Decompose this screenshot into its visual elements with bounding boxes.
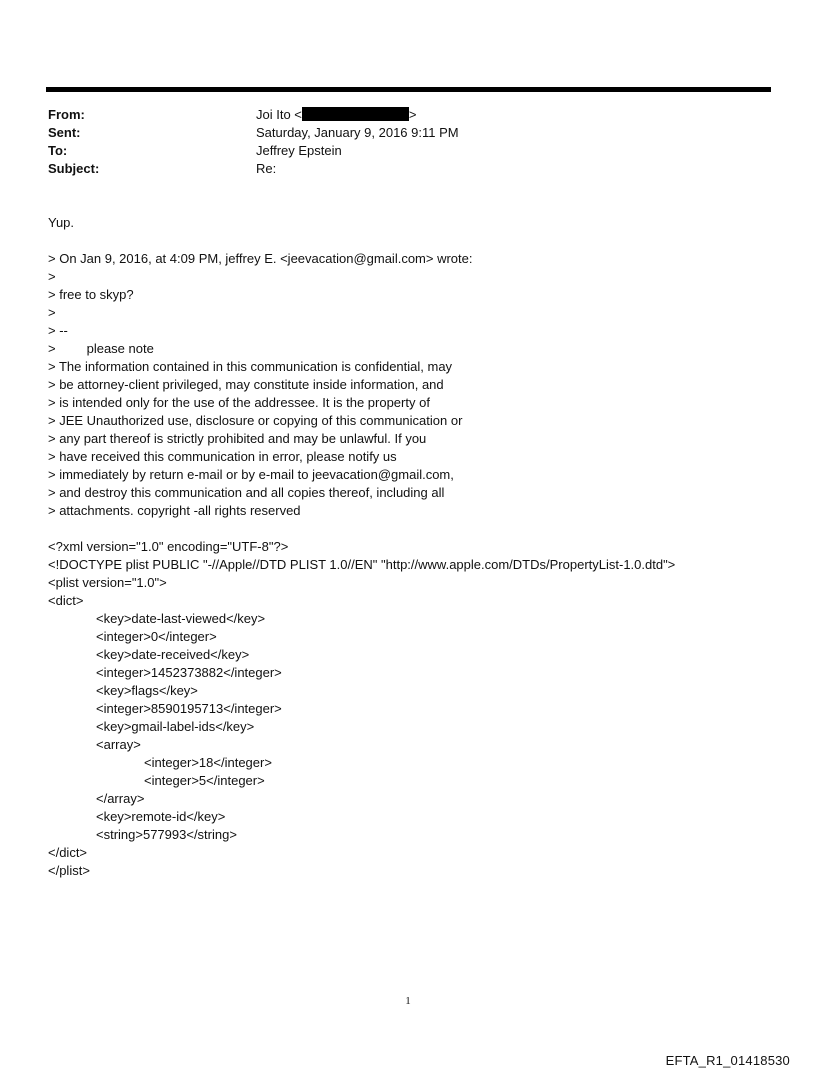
plist-line: <integer>1452373882</integer>: [96, 665, 282, 680]
from-value: [256, 106, 416, 124]
to-row: [48, 142, 748, 160]
quote-line: > On Jan 9, 2016, at 4:09 PM, jeffrey E. <jeevacation@gmail.com> wrote:: [48, 251, 473, 266]
subject-row: [48, 160, 748, 178]
quoted-message: [48, 250, 788, 520]
to-value: Jeffrey Epstein: [256, 143, 342, 158]
email-body: [48, 214, 788, 880]
quote-line: >: [48, 269, 56, 284]
sent-label: Sent:: [48, 125, 81, 140]
from-label: From:: [48, 107, 85, 122]
quote-line: >: [48, 305, 56, 320]
plist-line: <key>flags</key>: [96, 683, 198, 698]
sent-value: Saturday, January 9, 2016 9:11 PM: [256, 125, 459, 140]
plist-line: <integer>8590195713</integer>: [96, 701, 282, 716]
quote-line: > The information contained in this communication is confidential, may: [48, 359, 453, 374]
quote-line: > --: [48, 323, 68, 338]
quote-line: [48, 340, 788, 358]
quote-line: > JEE Unauthorized use, disclosure or copying of this communication or: [48, 413, 463, 428]
plist-line: <string>577993</string>: [96, 827, 237, 842]
plist-line: </plist>: [48, 863, 90, 878]
plist-line: </array>: [96, 791, 145, 806]
quote-line: > attachments. copyright -all rights reserved: [48, 503, 301, 518]
from-row: [48, 106, 748, 124]
from-bracket: >: [408, 107, 417, 122]
top-rule: [46, 87, 771, 92]
subject-value: Re:: [256, 161, 277, 176]
plist-line: <key>date-last-viewed</key>: [96, 611, 266, 626]
plist-line: <array>: [96, 737, 141, 752]
plist-line: <dict>: [48, 593, 84, 608]
sent-row: [48, 124, 748, 142]
plist-block: [48, 538, 788, 880]
spacer: [48, 232, 788, 250]
plist-line: <!DOCTYPE plist PUBLIC "-//Apple//DTD PLIST 1.0//EN" "http://www.apple.com/DTDs/PropertyList-1.0.dtd">: [48, 557, 676, 572]
bates-number: EFTA_R1_01418530: [665, 1053, 790, 1068]
quote-line: > free to skyp?: [48, 287, 134, 302]
please-note-text: please note: [86, 341, 154, 356]
plist-line: <?xml version="1.0" encoding="UTF-8"?>: [48, 539, 289, 554]
plist-line: <integer>0</integer>: [96, 629, 217, 644]
from-name: Joi Ito <: [256, 107, 302, 122]
quote-line: > and destroy this communication and all copies thereof, including all: [48, 485, 445, 500]
spacer: [48, 520, 788, 538]
subject-label: Subject:: [48, 161, 100, 176]
quote-line: > any part thereof is strictly prohibited and may be unlawful. If you: [48, 431, 427, 446]
page-number: 1: [405, 995, 411, 1007]
to-label: To:: [48, 143, 68, 158]
plist-line: </dict>: [48, 845, 88, 860]
quote-line: > be attorney-client privileged, may constitute inside information, and: [48, 377, 444, 392]
plist-line: <key>date-received</key>: [96, 647, 250, 662]
plist-line: <integer>5</integer>: [144, 773, 265, 788]
plist-line: <key>gmail-label-ids</key>: [96, 719, 255, 734]
redaction-box: [302, 107, 409, 121]
quote-line: > immediately by return e-mail or by e-mail to jeevacation@gmail.com,: [48, 467, 454, 482]
plist-line: <key>remote-id</key>: [96, 809, 226, 824]
reply-text: Yup.: [48, 215, 75, 230]
quote-line: > is intended only for the use of the addressee. It is the property of: [48, 395, 430, 410]
quote-line: > have received this communication in error, please notify us: [48, 449, 397, 464]
plist-line: <plist version="1.0">: [48, 575, 167, 590]
email-header: [48, 106, 748, 178]
quote-marker: >: [48, 341, 56, 356]
plist-line: <integer>18</integer>: [144, 755, 272, 770]
